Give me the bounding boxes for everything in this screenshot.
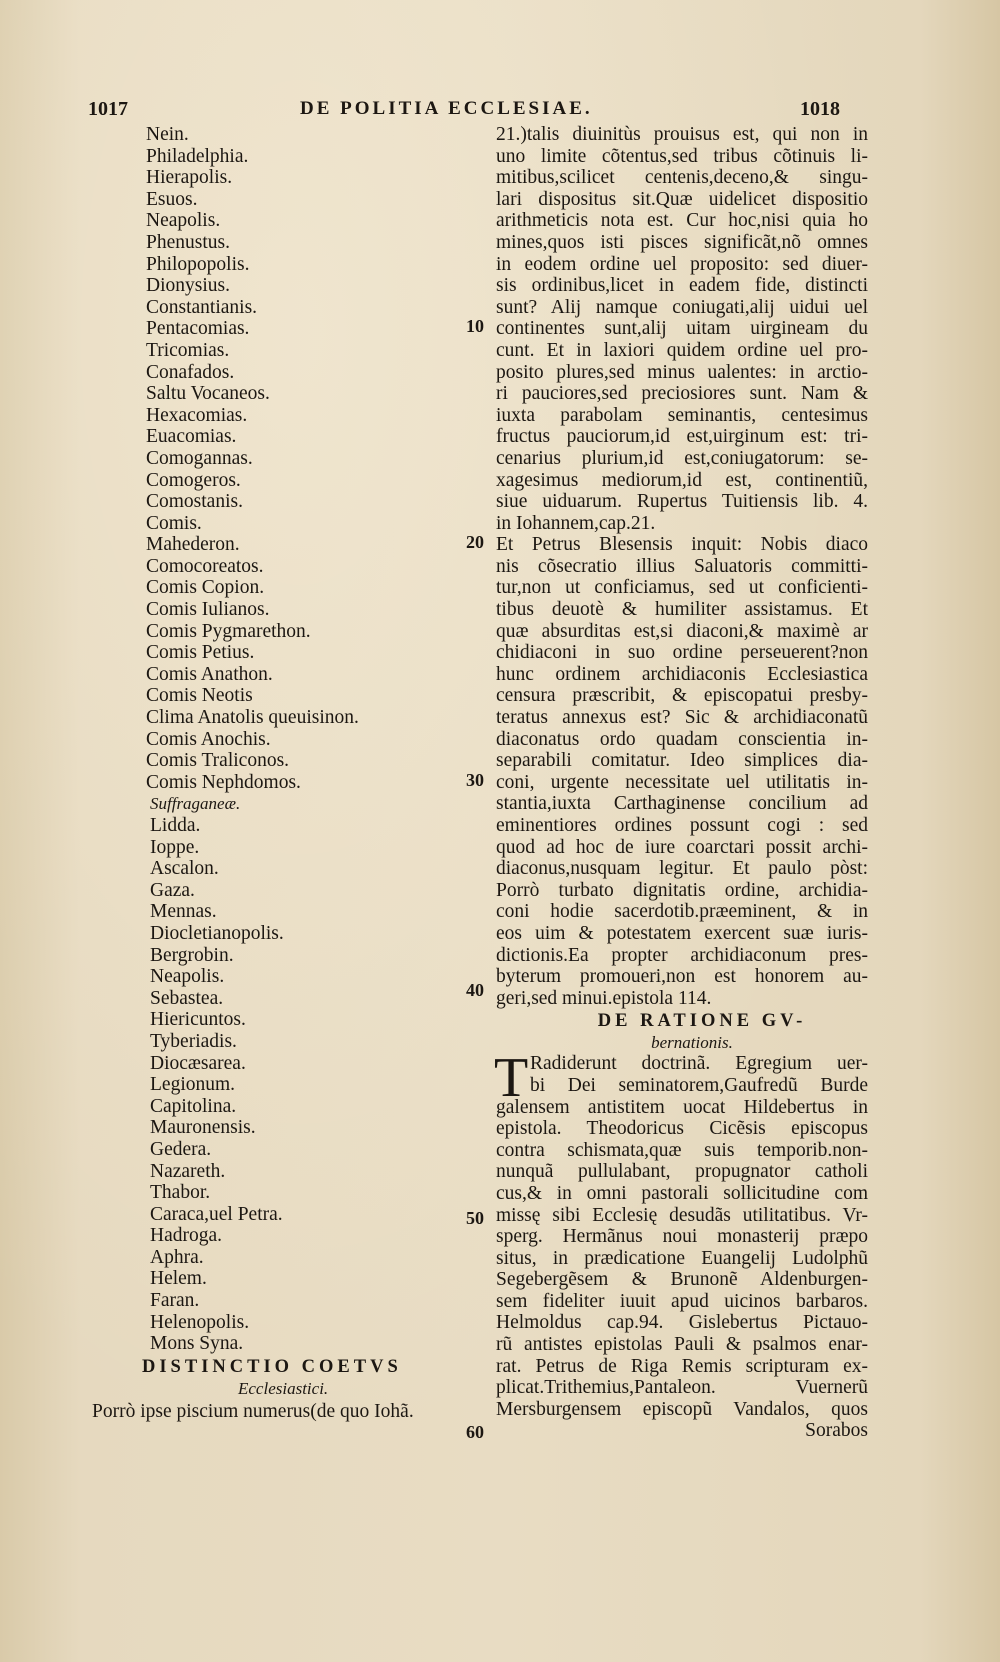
- text-line: quod ad hoc de iure coarctari possit archi-: [496, 836, 868, 858]
- text-line: Radiderunt doctrinã. Egregium uer-: [530, 1053, 868, 1075]
- list-item: Hadroga.: [150, 1225, 223, 1247]
- text-line: tibus deuotè & humiliter assistamus. Et: [496, 599, 868, 621]
- list-item: Comis Pygmarethon.: [146, 620, 311, 642]
- list-item: Phenustus.: [146, 231, 230, 253]
- text-line: Segebergẽsem & Brunonẽ Aldenburgen-: [496, 1269, 868, 1291]
- text-line: Mersburgensem episcopũ Vandalos, quos: [496, 1398, 868, 1420]
- list-item: Comis Copion.: [146, 577, 265, 599]
- text-line: cus,& in omni pastorali sollicitudine com: [496, 1182, 868, 1204]
- list-item: Pentacomias.: [146, 318, 250, 340]
- text-line: censura præscribit, & episcopatui presby-: [496, 685, 868, 707]
- text-line: ri pauciores,sed preciosiores sunt. Nam &: [496, 383, 868, 405]
- list-item: Legionum.: [150, 1074, 236, 1096]
- list-item: Sebastea.: [150, 987, 224, 1009]
- list-item: Helenopolis.: [150, 1311, 250, 1333]
- list-item: Helem.: [150, 1268, 207, 1290]
- list-item: Neapolis.: [146, 210, 221, 232]
- text-line: contra schismata,quæ suis temporib.non-: [496, 1139, 868, 1161]
- text-line: eminentiores ordines possunt cogi : sed: [496, 815, 868, 836]
- list-item: Comis Neotis: [146, 685, 253, 707]
- section-subtitle-gubernationis: bernationis.: [651, 1033, 733, 1053]
- text-line: situs, in prædicatione Euangelij Ludolphũ: [496, 1247, 868, 1269]
- list-item: Ioppe.: [150, 836, 200, 858]
- text-line: fructus pauciorum,id est,uirginum est: tri-: [496, 426, 868, 448]
- list-item: Comis Traliconos.: [146, 750, 290, 772]
- list-item: Bergrobin.: [150, 944, 234, 966]
- list-item: Caraca,uel Petra.: [150, 1203, 283, 1225]
- text-line: nunquã pullulabant, propugnator catholi: [496, 1161, 868, 1183]
- text-line: sunt? Alij namque coniugati,alij uidui uel: [496, 296, 868, 318]
- text-line: bi Dei seminatorem,Gaufredũ Burde: [530, 1074, 868, 1096]
- list-item: Comis Anathon.: [146, 663, 273, 685]
- list-item: Neapolis.: [150, 966, 225, 988]
- text-line: 21.)talis diuinitùs prouisus est, qui non in: [496, 124, 868, 145]
- list-item: Mahederon.: [146, 534, 240, 556]
- text-line: hunc ordinem archidiaconis Ecclesiastica: [496, 663, 868, 685]
- text-line: plicat.Trithemius,Pantaleon. Vuernerũ: [496, 1377, 868, 1399]
- list-item: Diocletianopolis.: [150, 922, 284, 944]
- list-item: Comis Petius.: [146, 642, 255, 664]
- list-item: Saltu Vocaneos.: [146, 383, 270, 405]
- list-item: Lidda.: [150, 815, 201, 836]
- text-line: epistola. Theodoricus Cicẽsis episcopus: [496, 1118, 868, 1140]
- line-number-60: 60: [466, 1422, 484, 1442]
- line-number-40: 40: [466, 980, 484, 1000]
- page-number-left: 1017: [88, 98, 128, 120]
- line-number-20: 20: [466, 532, 484, 552]
- list-item: Thabor.: [150, 1182, 211, 1204]
- line-number-50: 50: [466, 1208, 484, 1228]
- list-item: Hiericuntos.: [150, 1009, 246, 1031]
- text-line: coni hodie sacerdotib.præeminent, & in: [496, 901, 868, 923]
- list-item: Comis Iulianos.: [146, 599, 270, 621]
- list-item: Gaza.: [150, 879, 195, 901]
- text-line: rat. Petrus de Riga Remis scripturam ex-: [496, 1355, 868, 1377]
- text-line: dictionis.Ea propter archidiaconum pres-: [496, 944, 868, 966]
- list-item: Mons Syna.: [150, 1333, 244, 1355]
- line-number-30: 30: [466, 770, 484, 790]
- list-item: Comogannas.: [146, 447, 253, 469]
- text-line: separabili comitatur. Ideo simplices dia-: [496, 750, 868, 772]
- list-item: Ascalon.: [150, 858, 219, 880]
- list-item: Comis Nephdomos.: [146, 771, 301, 793]
- list-item: Aphra.: [150, 1246, 204, 1268]
- drop-capital-letter: T: [494, 1047, 529, 1110]
- list-item: Euacomias.: [146, 426, 237, 448]
- list-item: Hexacomias.: [146, 404, 248, 426]
- text-line: sperg. Hermãnus noui monasterij præpo: [496, 1226, 868, 1248]
- text-line: in Iohannem,cap.21.: [496, 512, 656, 534]
- text-line: diaconus,nusquam legitur. Et paulo pòst:: [496, 858, 868, 880]
- list-item: Mennas.: [150, 901, 217, 923]
- list-item: Comis.: [146, 512, 202, 534]
- text-line: in eodem ordine uel proposito: sed diuer-: [496, 253, 868, 275]
- text-line: posito plures,sed minus ualentes: in arctio-: [496, 361, 868, 383]
- text-line: tur,non ut conficiamus, sed ut conficienti-: [496, 577, 868, 599]
- running-title: DE POLITIA ECCLESIAE.: [300, 98, 593, 119]
- text-line: galensem antistitem uocat Hildebertus in: [496, 1096, 868, 1118]
- text-line: nis cõsecratio illius Saluatoris committi-: [496, 555, 868, 577]
- list-item: Tricomias.: [146, 339, 230, 361]
- list-item: Comogeros.: [146, 469, 241, 491]
- page-number-right: 1018: [800, 98, 840, 120]
- text-line: cunt. Et in laxiori quidem ordine uel pro-: [496, 339, 868, 361]
- text-line: siue uiduarum. Rupertus Tuitiensis lib. 4.: [496, 491, 868, 513]
- text-line: arithmeticis nota est. Cur hoc,nisi quia ho: [496, 210, 868, 232]
- catchword: Sorabos: [805, 1420, 868, 1442]
- list-item: Nein.: [146, 124, 189, 145]
- text-line: iuxta parabolam seminantis, centesimus: [496, 404, 868, 426]
- left-column: [92, 124, 466, 1425]
- right-column: [496, 124, 868, 1442]
- section-title-distinctio: DISTINCTIO COETVS: [142, 1356, 402, 1377]
- paragraph-petrus-blesensis: [496, 534, 868, 1009]
- list-item: Comostanis.: [146, 491, 243, 513]
- list-item: Faran.: [150, 1290, 200, 1312]
- dropcap-lines: [496, 1053, 868, 1096]
- section-title-de-ratione: DE RATIONE GV-: [597, 1011, 807, 1032]
- list-item: Philopopolis.: [146, 253, 250, 275]
- list-item: Constantianis.: [146, 296, 258, 318]
- list-item: Tyberiadis.: [150, 1030, 237, 1052]
- list-item: Dionysius.: [146, 275, 230, 297]
- list-item: Esuos.: [146, 188, 198, 210]
- text-line: teratus annexus est? Sic & archidiaconatũ: [496, 707, 868, 729]
- text-line: sis ordinibus,licet in eadem fide, distincti: [496, 275, 868, 297]
- text-line: coni, urgente necessitate uel utilitatis in-: [496, 771, 868, 793]
- text-line: xagesimus mediorum,id est, continentiũ,: [496, 469, 868, 491]
- list-item: Gedera.: [150, 1138, 212, 1160]
- list-item: Conafados.: [146, 361, 235, 383]
- list-item: Hierapolis.: [146, 167, 233, 189]
- text-line: cenarius plurium,id est,coniugatorum: se-: [496, 447, 868, 469]
- text-line: continentes sunt,alij uitam uirgineam du: [496, 318, 868, 340]
- text-line: Porrò turbato dignitatis ordine, archidia-: [496, 879, 868, 901]
- suffraganeae-heading: Suffraganeæ.: [150, 794, 241, 814]
- list-item: Philadelphia.: [146, 145, 249, 167]
- text-line: geri,sed minui.epistola 114.: [496, 987, 712, 1009]
- text-line: rũ antistes epistolas Pauli & psalmos enar-: [496, 1334, 868, 1356]
- text-line: missę sibi Ecclesię desudãs utilitatibus. Vr-: [496, 1204, 868, 1226]
- list-item: Nazareth.: [150, 1160, 226, 1182]
- list-item: Capitolina.: [150, 1095, 237, 1117]
- list-item: Mauronensis.: [150, 1117, 256, 1139]
- paragraph-rupertus: [496, 124, 868, 534]
- text-line: mines,quos isti pisces significãt,nõ omnes: [496, 231, 868, 253]
- list-item: Comocoreatos.: [146, 555, 264, 577]
- text-line: Et Petrus Blesensis inquit: Nobis diaco: [496, 534, 868, 556]
- text-line: eos uim & potestatem exercent suæ iuris-: [496, 922, 868, 944]
- list-item: Comis Anochis.: [146, 728, 271, 750]
- text-line: chidiaconi in suo ordine perseuerent?non: [496, 642, 868, 664]
- text-line: Helmoldus cap.94. Gislebertus Pictauo-: [496, 1312, 868, 1334]
- text-line: byterum promoueri,non est honorem au-: [496, 966, 868, 988]
- list-item: Clima Anatolis queuisinon.: [146, 707, 359, 729]
- paragraph-gubernationis: [496, 1097, 868, 1421]
- text-line: quæ absurditas est,si diaconi,& maximè ar: [496, 620, 868, 642]
- text-line: mitibus,scilicet centenis,deceno,& singu-: [496, 167, 868, 189]
- text-line: diaconatus ordo quadam conscientia in-: [496, 728, 868, 750]
- text-line: lari dispositus sit.Quæ uidelicet dispositio: [496, 188, 868, 210]
- text-line: uno limite cõtentus,sed tribus cõtinuis li-: [496, 145, 868, 167]
- section-subtitle-ecclesiastici: Ecclesiastici.: [238, 1378, 329, 1398]
- text-line: sem fideliter iuuit apud uicinos barbaros.: [496, 1290, 868, 1312]
- list-item: Diocæsarea.: [150, 1052, 246, 1074]
- left-column-last-line: Porrò ipse piscium numerus(de quo Iohã.: [92, 1400, 414, 1422]
- text-line: stantia,iuxta Carthaginense concilium ad: [496, 793, 868, 815]
- line-number-10: 10: [466, 316, 484, 336]
- suffragan-list: [146, 815, 466, 1355]
- diocese-list: [146, 124, 466, 793]
